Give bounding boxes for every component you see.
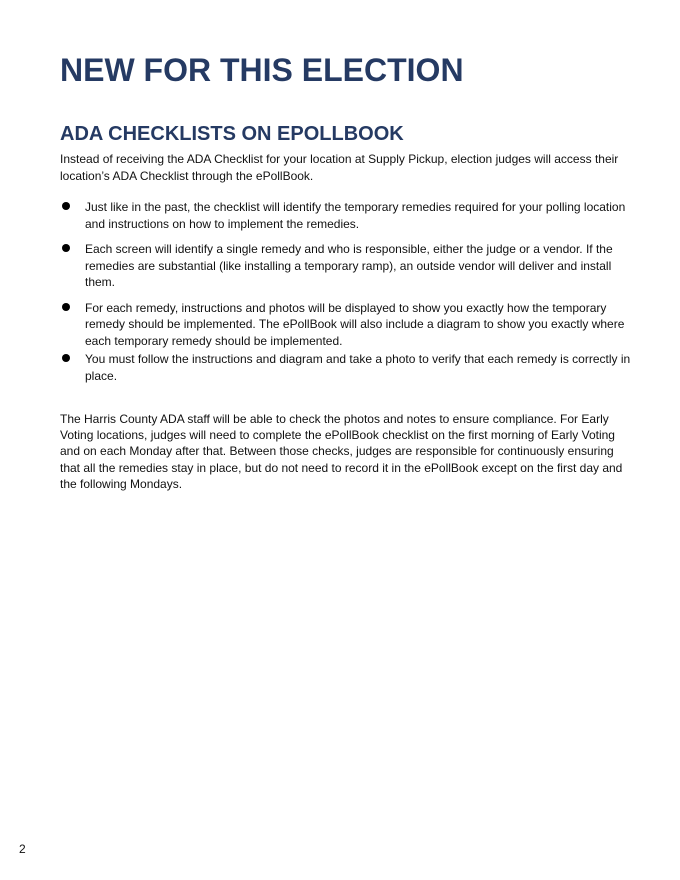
bullet-icon xyxy=(62,244,70,252)
bullet-text: Just like in the past, the checklist will identify the temporary remedies required for your polling location and instructions on how to implement the remedies. xyxy=(85,200,626,231)
bullet-text: Each screen will identify a single remedy and who is responsible, either the judge or a vendor. If the remedies are substantial (like installing a temporary ramp), an outside vendor will deliver and install them. xyxy=(85,242,613,289)
list-item xyxy=(60,351,635,384)
bullet-icon xyxy=(62,354,70,362)
intro-paragraph: Instead of receiving the ADA Checklist for your location at Supply Pickup, election judges will access their location’s ADA Checklist through the ePollBook. xyxy=(60,152,619,183)
list-item xyxy=(60,241,635,291)
closing-paragraph: The Harris County ADA staff will be able to check the photos and notes to ensure compliance. For Early Voting locations, judges will need to complete the ePollBook checklist on the first morning of Early Voting and on each Monday after that. Between those checks, judges are responsible for continuously ensuring that all the remedies stay in place, but do not need to record it in the ePollBook except on the first day and the following Mondays. xyxy=(60,412,623,491)
bullet-text: For each remedy, instructions and photos will be displayed to show you exactly how the temporary remedy should be implemented. The ePollBook will also include a diagram to show you exactly where each temporary remedy should be implemented. xyxy=(85,300,625,348)
bullet-icon xyxy=(62,202,70,210)
page-number: 2 xyxy=(19,842,26,856)
bullet-list xyxy=(60,199,635,393)
list-item xyxy=(60,300,635,350)
bullet-text: You must follow the instructions and diagram and take a photo to verify that each remedy is correctly in place. xyxy=(85,352,631,383)
page-title: NEW FOR THIS ELECTION xyxy=(60,52,464,88)
list-item xyxy=(60,199,635,232)
section-heading: ADA CHECKLISTS ON EPOLLBOOK xyxy=(60,123,404,145)
bullet-icon xyxy=(62,303,70,311)
